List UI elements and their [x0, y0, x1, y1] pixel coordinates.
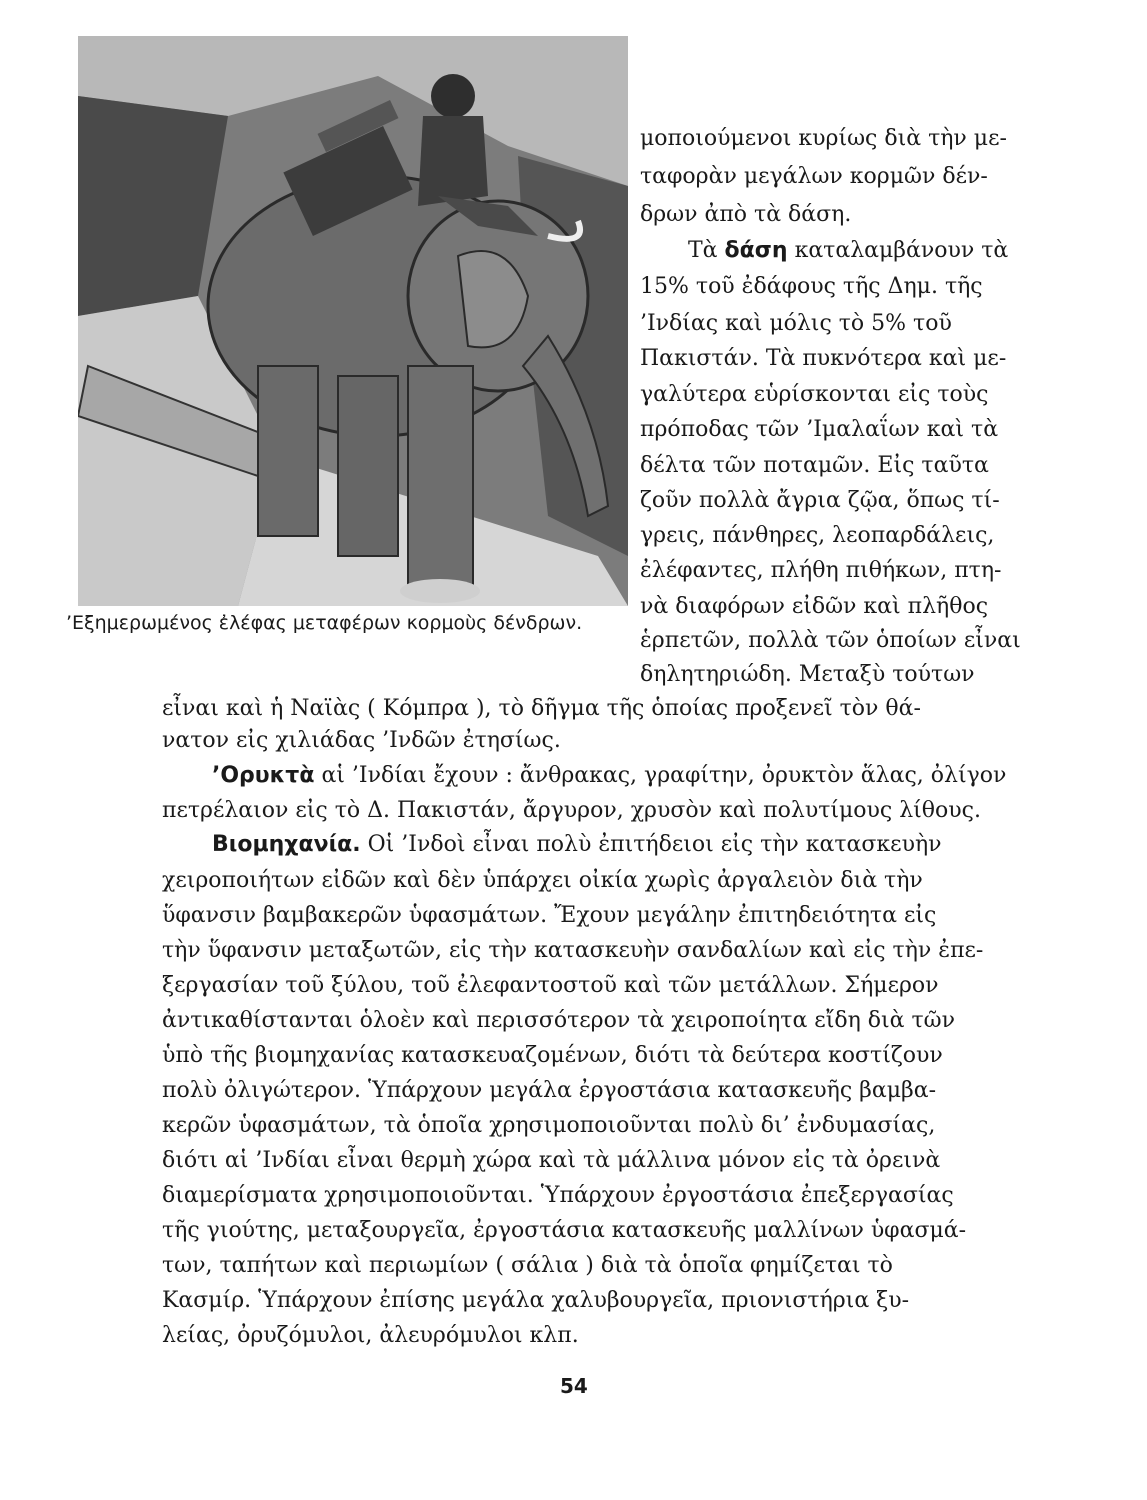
- industry-line: ξεργασίαν τοῦ ξύλου, τοῦ ἐλεφαντοστοῦ καὶ τῶν μετάλλων. Σήμερον: [162, 973, 939, 998]
- forests-line: δέλτα τῶν ποταμῶν. Εἰς ταῦτα: [640, 453, 989, 478]
- forests-full-line: νατον εἰς χιλιάδας ’Ινδῶν ἐτησίως.: [162, 728, 561, 753]
- industry-line: Κασμίρ. Ὑπάρχουν ἐπίσης μεγάλα χαλυβουργεῖα, πριονιστήρια ξυ-: [162, 1288, 910, 1313]
- side-text-line: μοποιούμενοι κυρίως διὰ τὴν με-: [640, 126, 1007, 151]
- forests-first-text: καταλαμβάνουν τὰ: [794, 238, 1009, 263]
- industry-first-text: Οἱ ’Ινδοὶ εἶναι πολὺ ἐπιτήδειοι εἰς τὴν κατασκευὴν: [367, 832, 942, 857]
- minerals-first-line: [212, 765, 1006, 787]
- forests-first-line: [688, 240, 1008, 262]
- forests-line: ζοῦν πολλὰ ἄγρια ζῷα, ὅπως τί-: [640, 488, 1000, 513]
- forests-line: ἐλέφαντες, πλήθη πιθήκων, πτη-: [640, 558, 1002, 583]
- industry-line: πολὺ ὀλιγώτερον. Ὑπάρχουν μεγάλα ἐργοστάσια κατασκευῆς βαμβα-: [162, 1078, 937, 1103]
- industry-line: τῆς γιούτης, μεταξουργεῖα, ἐργοστάσια κατασκευῆς μαλλίνων ὑφασμά-: [162, 1218, 967, 1243]
- industry-line: διαμερίσματα χρησιμοποιοῦνται. Ὑπάρχουν ἐργοστάσια ἐπεξεργασίας: [162, 1183, 954, 1208]
- forests-line: Πακιστάν. Τὰ πυκνότερα καὶ με-: [640, 346, 1007, 371]
- forests-line: νὰ διαφόρων εἰδῶν καὶ πλῆθος: [640, 594, 989, 619]
- forests-line: ’Ινδίας καὶ μόλις τὸ 5% τοῦ: [640, 311, 952, 336]
- forests-full-line: εἶναι καὶ ἡ Ναϊὰς ( Κόμπρα ), τὸ δῆγμα τῆς ὁποίας προξενεῖ τὸν θά-: [162, 696, 921, 721]
- industry-heading: Βιομηχανία.: [212, 832, 361, 857]
- elephant-illustration: [78, 36, 628, 606]
- industry-line: κερῶν ὑφασμάτων, τὰ ὁποῖα χρησιμοποιοῦνται πολὺ δι’ ἐνδυμασίας,: [162, 1113, 936, 1138]
- side-text-line: ταφορὰν μεγάλων κορμῶν δέν-: [640, 164, 988, 189]
- forests-line: δηλητηριώδη. Μεταξὺ τούτων: [640, 662, 975, 687]
- side-text-line: δρων ἀπὸ τὰ δάση.: [640, 202, 852, 227]
- forests-line: γαλύτερα εὑρίσκονται εἰς τοὺς: [640, 382, 989, 407]
- industry-line: διότι αἱ ’Ινδίαι εἶναι θερμὴ χώρα καὶ τὰ μάλλινα μόνον εἰς τὰ ὀρεινὰ: [162, 1148, 941, 1173]
- industry-line: χειροποιήτων εἰδῶν καὶ δὲν ὑπάρχει οἰκία χωρὶς ἀργαλειὸν διὰ τὴν: [162, 868, 923, 893]
- minerals-heading: ’Ορυκτὰ: [212, 763, 315, 788]
- industry-line: ὑπὸ τῆς βιομηχανίας κατασκευαζομένων, διότι τὰ δεύτερα κοστίζουν: [162, 1043, 943, 1068]
- forests-heading: δάση: [724, 238, 788, 263]
- forests-line: πρόποδας τῶν ’Ιμαλαΐων καὶ τὰ: [640, 417, 999, 442]
- figure-caption: ’Εξημερωμένος ἐλέφας μεταφέρων κορμοὺς δένδρων.: [66, 612, 583, 634]
- elephant-photo: [78, 36, 628, 606]
- minerals-first-text: αἱ ’Ινδίαι ἔχουν : ἄνθρακας, γραφίτην, ὀρυκτὸν ἅλας, ὀλίγον: [321, 763, 1007, 788]
- forests-line: ἑρπετῶν, πολλὰ τῶν ὁποίων εἶναι: [640, 628, 1021, 653]
- forests-line: 15% τοῦ ἐδάφους τῆς Δημ. τῆς: [640, 274, 983, 299]
- industry-line: των, ταπήτων καὶ περιωμίων ( σάλια ) διὰ τὰ ὁποῖα φημίζεται τὸ: [162, 1253, 893, 1278]
- forests-lead: Τὰ: [688, 238, 718, 263]
- forests-line: γρεις, πάνθηρες, λεοπαρδάλεις,: [640, 523, 995, 548]
- industry-first-line: [212, 834, 942, 856]
- industry-line: ὕφανσιν βαμβακερῶν ὑφασμάτων. Ἔχουν μεγάλην ἐπιτηδειότητα εἰς: [162, 903, 937, 928]
- minerals-line: πετρέλαιον εἰς τὸ Δ. Πακιστάν, ἄργυρον, χρυσὸν καὶ πολυτίμους λίθους.: [162, 798, 981, 823]
- industry-line: τὴν ὕφανσιν μεταξωτῶν, εἰς τὴν κατασκευὴν σανδαλίων καὶ εἰς τὴν ἐπε-: [162, 938, 984, 963]
- page-number: 54: [560, 1374, 588, 1398]
- industry-line: ἀντικαθίστανται ὁλοὲν καὶ περισσότερον τὰ χειροποίητα εἴδη διὰ τῶν: [162, 1008, 955, 1033]
- industry-line: λείας, ὀρυζόμυλοι, ἀλευρόμυλοι κλπ.: [162, 1323, 579, 1348]
